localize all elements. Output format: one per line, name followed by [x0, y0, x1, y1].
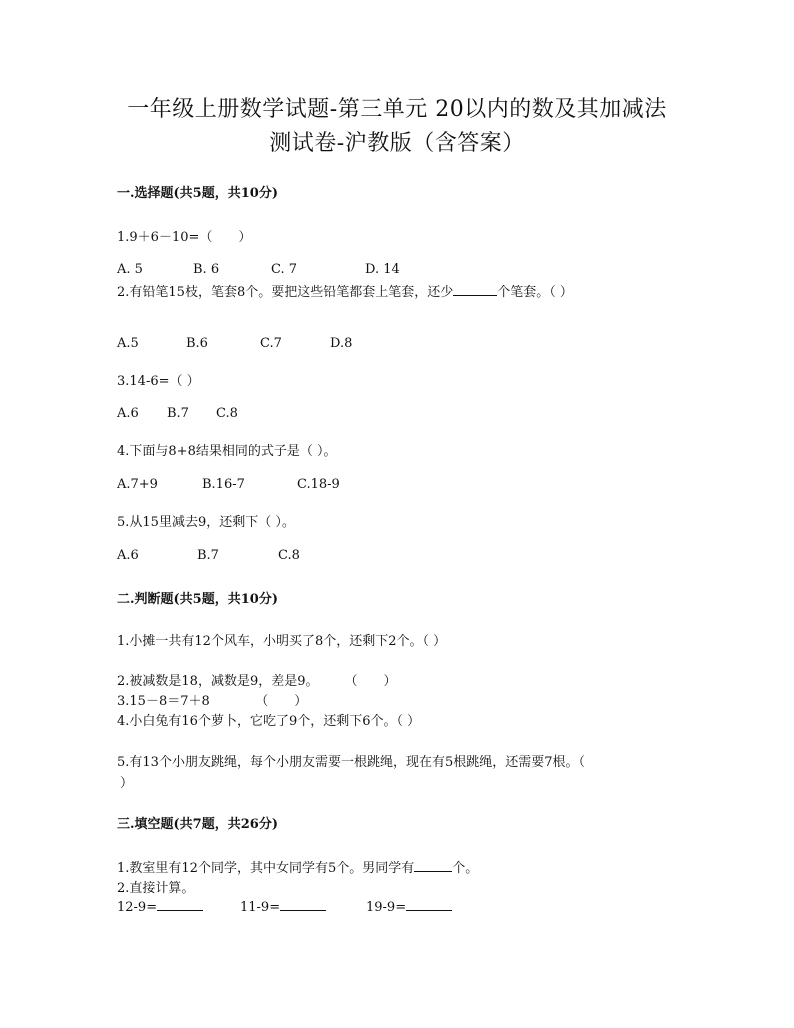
fill-q2-item-2-blank: [280, 898, 326, 911]
exam-title-line1: 一年级上册数学试题-第三单元 20以内的数及其加减法: [127, 97, 667, 122]
fill-q2-item-3-blank: [406, 898, 452, 911]
fill-q2-item-3: [366, 898, 452, 915]
fill-q2-item-2: [240, 898, 326, 915]
choice-q5-opt-a: A.6: [117, 548, 139, 563]
choice-q2-opt-b: B.6: [186, 336, 208, 351]
choice-q5-opt-c: C.8: [278, 548, 300, 563]
fill-q2: 2.直接计算。: [117, 881, 195, 896]
choice-q4-opt-c: C.18-9: [297, 477, 340, 492]
choice-q3-opt-c: C.8: [216, 406, 238, 421]
fill-q2-item-1: [117, 898, 203, 915]
exam-title-line2: 测试卷-沪教版（含答案）: [269, 131, 525, 156]
judge-q5-line1: 5.有13个小朋友跳绳，每个小朋友需要一根跳绳，现在有5根跳绳，还需要7根。（: [117, 755, 585, 770]
choice-q1: 1.9＋6－10=（ ）: [117, 230, 252, 245]
choice-q2-text: 2.有铅笔15枝，笔套8个。要把这些铅笔都套上笔套，还少: [117, 285, 454, 300]
choice-q2: [117, 281, 573, 300]
fill-q2-item-2-expr: 11-9=: [240, 900, 281, 915]
section-judge-heading: 二.判断题(共5题，共10分): [117, 592, 278, 607]
choice-q1-opt-d: D. 14: [365, 262, 400, 277]
choice-q5: 5.从15里减去9，还剩下（ ）。: [117, 515, 295, 530]
judge-q3: 3.15－8＝7＋8 （ ）: [117, 694, 308, 709]
judge-q4: 4.小白兔有16个萝卜，它吃了9个，还剩下6个。（ ）: [117, 714, 421, 729]
choice-q2-opt-d: D.8: [330, 336, 353, 351]
fill-q2-item-3-expr: 19-9=: [366, 900, 407, 915]
choice-q3: 3.14-6=（ ）: [117, 374, 200, 389]
choice-q2-blank: [453, 283, 497, 296]
choice-q1-opt-c: C. 7: [271, 262, 298, 277]
section-fill-heading: 三.填空题(共7题，共26分): [117, 817, 278, 832]
fill-q1-text: 1.教室里有12个同学，其中女同学有5个。男同学有: [117, 861, 415, 876]
choice-q1-opt-b: B. 6: [193, 262, 220, 277]
choice-q4-opt-b: B.16-7: [202, 477, 245, 492]
choice-q4-opt-a: A.7+9: [117, 477, 158, 492]
judge-q1: 1.小摊一共有12个风车，小明买了8个，还剩下2个。（ ）: [117, 634, 447, 649]
section-choice-heading: 一.选择题(共5题，共10分): [117, 186, 278, 201]
fill-q2-item-1-expr: 12-9=: [117, 900, 158, 915]
judge-q5-line2: ）: [120, 776, 134, 791]
choice-q3-opt-a: A.6: [117, 406, 139, 421]
choice-q2-opt-a: A.5: [117, 336, 139, 351]
choice-q1-opt-a: A. 5: [117, 262, 143, 277]
judge-q2: 2.被减数是18，减数是9，差是9。 （ ）: [117, 674, 397, 689]
fill-q1: [117, 857, 478, 876]
fill-q1-blank: [414, 859, 452, 872]
choice-q2-opt-c: C.7: [260, 336, 282, 351]
choice-q3-opt-b: B.7: [167, 406, 189, 421]
choice-q4: 4.下面与8+8结果相同的式子是（ ）。: [117, 444, 337, 459]
choice-q5-opt-b: B.7: [197, 548, 219, 563]
fill-q1-text-end: 个。: [452, 861, 479, 876]
fill-q2-item-1-blank: [157, 898, 203, 911]
choice-q2-text-end: 个笔套。（ ）: [497, 285, 573, 300]
